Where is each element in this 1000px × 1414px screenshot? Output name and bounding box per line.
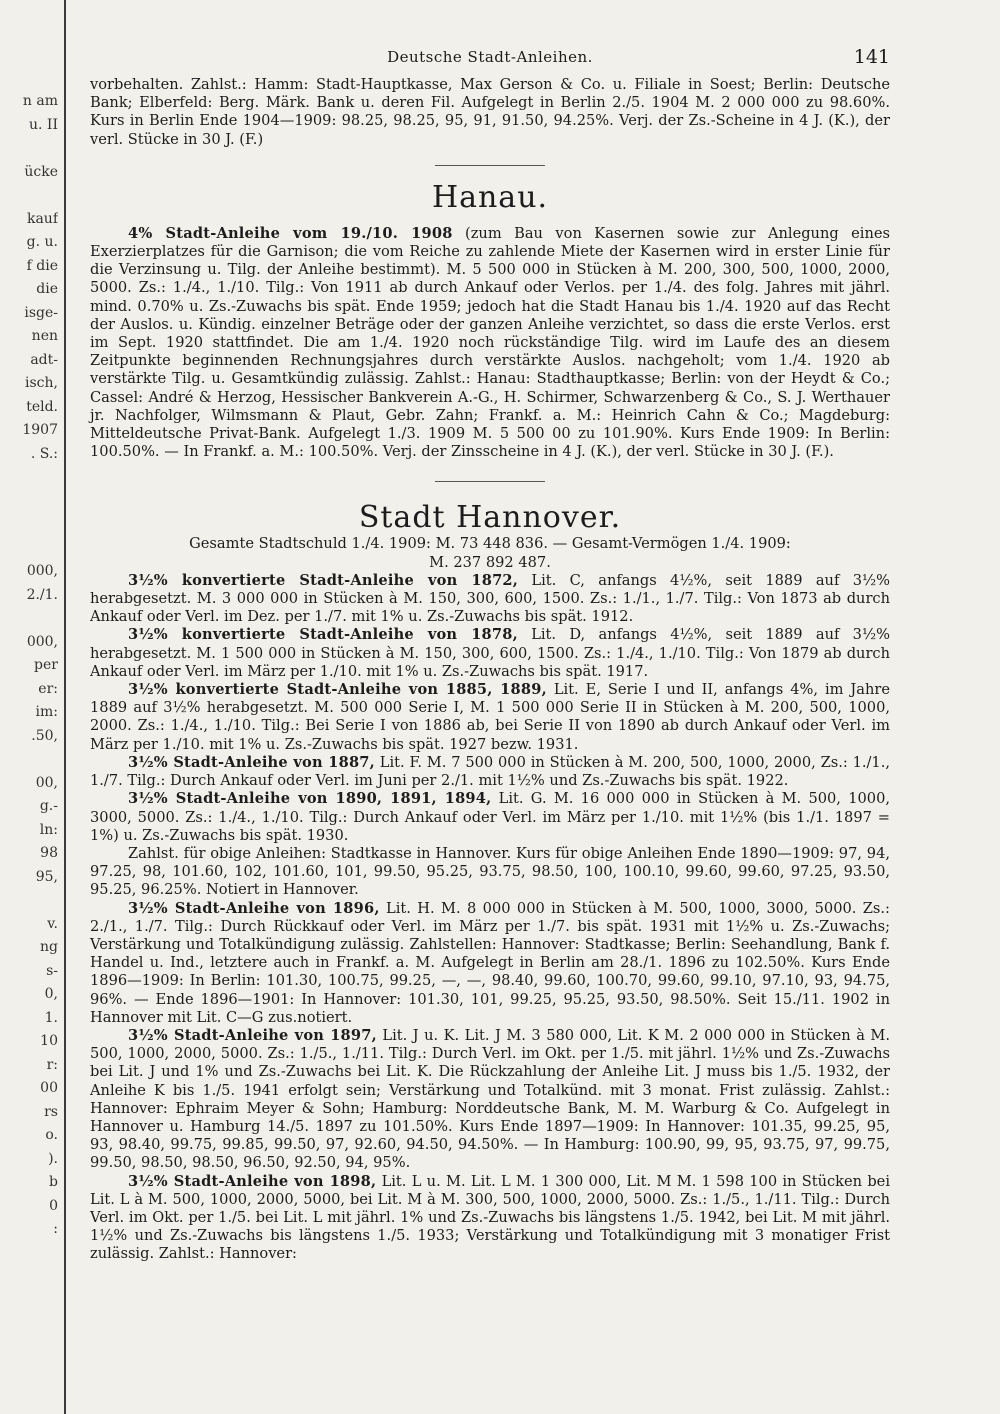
loan-paragraph [90, 790, 890, 845]
hanau-loan-paragraph [90, 225, 890, 462]
intro-paragraph: vorbehalten. Zahlst.: Hamm: Stadt-Hauptkasse, Max Gerson & Co. u. Filiale in Soest; Berlin: Deutsche Bank; Elberfeld: Berg. Märk. Bank u. deren Fil. Aufgelegt in Berlin 2./5. 1904 M. 2 000 000 zu 98.60%. Kurs in Berlin Ende 1904—1909: 98.25, 98.25, 95, 91, 91.50, 94.25%. Verj. der Zs.-Scheine in 4 J. (K.), der verl. Stücke in 30 J. (F.) [90, 76, 890, 148]
margin-fragment: adt- [30, 351, 58, 368]
margin-fragment: 00, [35, 774, 58, 791]
page-content [90, 40, 890, 1264]
hanau-loan-text: (zum Bau von Kasernen sowie zur Anlegung eines Exerzierplatzes für die Garnison; die vom Reiche zu zahlende Miete der Kasernen wird in erster Linie für die Verzinsung u. Tilg. der Anleihe bestimmt). M. 5 500 000 in Stücken à M. 200, 300, 500, 1000, 2000, 5000. Zs.: 1./4., 1./10. Tilg.: Von 1911 ab durch Ankauf oder Verlos. per 1./4. des folg. Jahres mit jährl. mind. 0.70% u. Zs.-Zuwachs bis spät. Ende 1959; jedoch hat die Stadt Hanau bis 1./4. 1920 auf das Recht der Auslos. u. Kündig. einzelner Beträge oder der ganzen Anleihe verzichtet, so dass die erste Verlos. erst im Sept. 1920 stattfindet. Die am 1./4. 1920 noch rückständige Tilg. wird im Laufe des an diesem Zeitpunkte beginnenden Rechnungsjahres durch verstärkte Auslos. nachgeholt; vom 1./4. 1920 ab verstärkte Tilg. u. Gesamtkündig zulässig. Zahlst.: Hanau: Stadthauptkasse; Berlin: von der Heydt & Co.; Cassel: André & Herzog, Hessischer Bankverein A.-G., H. Schirmer, Schwarzenberg & Co., S. J. Werthauer jr. Nachfolger, Wilmsmann & Plaut, Gebr. Zahn; Frankf. a. M.: Heinrich Cahn & Co.; Magdeburg: Mitteldeutsche Privat-Bank. Aufgelegt 1./3. 1909 M. 5 500 00 zu 101.90%. Kurs Ende 1909: In Berlin: 100.50%. — In Frankf. a. M.: 100.50%. Verj. der Zinsscheine in 4 J. (K.), der verl. Stücke in 30 J. (F.). [90, 224, 890, 461]
loan-paragraph [90, 1173, 890, 1264]
margin-fragment [0, 184, 58, 208]
section-title-hannover: Stadt Hannover. [358, 500, 622, 536]
margin-fragment: v. [47, 915, 58, 932]
margin-fragment: 000, [26, 633, 58, 650]
loan-text: Lit. H. M. 8 000 000 in Stücken à M. 500, 1000, 3000, 5000. Zs.: 2./1., 1./7. Tilg.: Durch Rückkauf oder Verl. im März per 1./7. bis spät. 1931 mit 1½% u. Zs.-Zuwachs; Verstärkung und Totalkündigung zulässig. Zahlstellen: Hannover: Stadtkasse; Berlin: Seehandlung, Bank f. Handel u. Ind., letztere auch in Frankf. a. M. Aufgelegt in Berlin am 28./1. 1896 zu 102.50%. Kurs Ende 1896—1909: In Berlin: 101.30, 100.75, 99.25, —, —, 98.40, 99.60, 100.70, 99.60, 99.10, 97.10, 93, 94.75, 96%. — Ende 1896—1901: In Hannover: 101.30, 101, 99.25, 95.25, 93.50, 98.50%. Seit 15./11. 1902 in Hannover mit Lit. C—G zus.notiert. [90, 899, 890, 1026]
loan-title: 3½% Stadt-Anleihe von 1898, [128, 1172, 377, 1190]
loan-text: Lit. E, Serie I und II, anfangs 4%, im Jahre 1889 auf 3½% herabgesetzt. M. 500 000 Serie I, M. 1 500 000 Serie II in Stücken à M. 200, 500, 1000, 2000. Zs.: 1./4., 1./10. Tilg.: Bei Serie I von 1886 ab, bei Serie II von 1890 ab durch Ankauf oder Verl. im März per 1./10. mit 1% u. Zs.-Zuwachs bis spät. 1927 bezw. 1931. [90, 681, 890, 753]
margin-fragment: die [36, 281, 58, 297]
margin-fragment: im: [35, 704, 58, 720]
loan-title: 3½% Stadt-Anleihe von 1897, [128, 1026, 377, 1044]
margin-fragment: 1. [44, 1009, 58, 1026]
margin-fragment [0, 537, 58, 561]
margin-fragment: 1907 [22, 422, 58, 438]
margin-fragment: n am [22, 93, 58, 109]
margin-fragment: 000, [26, 563, 58, 579]
previous-page-margin [0, 90, 58, 1265]
loan-text: Lit. F. M. 7 500 000 in Stücken à M. 200, 500, 1000, 2000, Zs.: 1./1., 1./7. Tilg.: Durch Ankauf oder Verl. im Juni per 2./1. mit 1½% und Zs.-Zuwachs bis spät. 1922. [90, 753, 890, 790]
loan-title: 3½% Stadt-Anleihe von 1887, [128, 753, 375, 771]
running-head [90, 40, 890, 76]
margin-fragment: ln: [39, 821, 58, 838]
loan-title: 3½% konvertierte Stadt-Anleihe von 1885, 1889, [128, 681, 547, 699]
margin-fragment: 95, [35, 868, 58, 885]
margin-fragment: s- [46, 962, 58, 979]
margin-fragment: g. u. [26, 234, 58, 250]
margin-fragment: b [49, 1174, 58, 1190]
margin-fragment: . S.: [30, 445, 58, 462]
section-divider [435, 165, 545, 166]
margin-fragment: kauf [26, 210, 58, 227]
margin-fragment: u. II [29, 116, 58, 133]
margin-fragment: o. [45, 1127, 58, 1143]
margin-fragment: per [34, 657, 58, 673]
margin-fragment [0, 513, 58, 537]
margin-fragment: 10 [40, 1033, 58, 1049]
page-number: 141 [853, 46, 890, 68]
margin-fragment: rs [44, 1103, 58, 1120]
margin-fragment: r: [46, 1056, 58, 1073]
margin-fragment [0, 748, 58, 772]
margin-fragment: 0 [49, 1197, 58, 1214]
margin-fragment: 2./1. [26, 586, 58, 603]
loan-title: 3½% konvertierte Stadt-Anleihe von 1878, [128, 626, 518, 644]
margin-fragment [0, 490, 58, 514]
margin-fragment: 98 [40, 845, 58, 861]
margin-fragment: .50, [31, 727, 58, 744]
margin-fragment: isge- [24, 304, 58, 321]
hannover-loans-group-2 [90, 900, 890, 1264]
margin-fragment [0, 1242, 58, 1266]
loan-paragraph [90, 900, 890, 1027]
margin-fragment: : [53, 1221, 58, 1237]
margin-fragment: 0, [44, 986, 58, 1002]
margin-fragment [0, 607, 58, 631]
hannover-debt-line: Gesamte Stadtschuld 1./4. 1909: M. 73 448 836. — Gesamt-Vermögen 1./4. 1909: [189, 535, 791, 553]
loan-title: 3½% Stadt-Anleihe von 1896, [128, 899, 380, 917]
binding-edge-line [64, 0, 66, 1414]
loan-title: 3½% konvertierte Stadt-Anleihe von 1872, [128, 571, 519, 589]
loan-paragraph [90, 681, 890, 754]
margin-fragment: f die [26, 257, 58, 274]
loan-paragraph [90, 572, 890, 627]
margin-fragment [0, 466, 58, 490]
margin-fragment [0, 889, 58, 913]
hanau-loan-title: 4% Stadt-Anleihe vom 19./10. 1908 [128, 224, 453, 242]
margin-fragment: er: [38, 680, 58, 697]
loan-text: Lit. D, anfangs 4½%, seit 1889 auf 3½% herabgesetzt. M. 1 500 000 in Stücken à M. 150, 300, 600, 1500. Zs.: 1./4., 1./10. Tilg.: Von 1879 ab durch Ankauf oder Verl. im März per 1./10. mit 1% u. Zs.-Zuwachs bis spät. 1917. [90, 626, 890, 680]
loan-text: Lit. C, anfangs 4½%, seit 1889 auf 3½% herabgesetzt. M. 3 000 000 in Stücken à M. 150, 300, 600, 1500. Zs.: 1./1., 1./7. Tilg.: Von 1873 ab durch Ankauf oder Verl. im Dez. per 1./7. mit 1% u. Zs.-Zuwachs bis spät. 1912. [90, 571, 890, 626]
margin-fragment: teld. [26, 398, 58, 415]
loan-paragraph [90, 754, 890, 790]
hannover-loans-group-1 [90, 572, 890, 845]
margin-fragment: nen [31, 328, 58, 344]
margin-fragment [0, 137, 58, 161]
hannover-kurs-note: Zahlst. für obige Anleihen: Stadtkasse in Hannover. Kurs für obige Anleihen Ende 1890—1909: 97, 94, 97.25, 98, 101.60, 102, 101.60, 101, 99.50, 95.25, 93.75, 98.50, 100, 100.10, 99.60, 99.60, 97.25, 93.50, 95.25, 96.25%. Notiert in Hannover. [90, 844, 890, 899]
margin-fragment: g.- [39, 798, 58, 814]
margin-fragment: isch, [25, 375, 58, 391]
margin-fragment: ). [48, 1150, 58, 1167]
hannover-assets-line: M. 237 892 487. [429, 553, 551, 571]
loan-text: Lit. J u. K. Lit. J M. 3 580 000, Lit. K M. 2 000 000 in Stücken à M. 500, 1000, 2000, 5000. Zs.: 1./5., 1./11. Tilg.: Durch Verl. im Okt. per 1./5. mit jährl. 1½% und Zs.-Zuwachs bei Lit. J und 1% und Zs.-Zuwachs bei Lit. K. Die Rückzahlung der Anleihe Lit. J muss bis 1./5. 1932, der Anleihe K bis 1./5. 1941 erfolgt sein; Verstärkung und Totalkünd. mit 3 monat. Frist zulässig. Zahlst.: Hannover: Ephraim Meyer & Sohn; Hamburg: Norddeutsche Bank, M. M. Warburg & Co. Aufgelegt in Hannover u. Hamburg 14./5. 1897 zu 101.50%. Kurs Ende 1897—1909: In Hannover: 101.35, 99.25, 95, 93, 98.40, 99.75, 99.85, 99.50, 97, 92.60, 94.50, 94.50%. — In Hamburg: 100.90, 99, 95, 93.75, 97, 99.75, 99.50, 98.50, 98.50, 96.50, 92.50, 94, 95%. [90, 1026, 890, 1172]
margin-fragment: ng [40, 939, 58, 955]
section-divider [435, 481, 545, 482]
loan-text: Lit. L u. M. Lit. L M. 1 300 000, Lit. M M. 1 598 100 in Stücken bei Lit. L à M. 500, 1000, 2000, 5000, bei Lit. M à M. 300, 500, 1000, 2000, 5000. Zs.: 1./5., 1./11. Tilg.: Durch Verl. im Okt. per 1./5. bei Lit. L mit jährl. 1% und Zs.-Zuwachs bis längstens 1./5. 1942, bei Lit. M mit jährl. 1½% und Zs.-Zuwachs bis längstens 1./5. 1933; Verstärkung und Totalkündigung mit 3 monatiger Frist zulässig. Zahlst.: Hannover: [90, 1172, 890, 1263]
loan-text: Lit. G. M. 16 000 000 in Stücken à M. 500, 1000, 3000, 5000. Zs.: 1./4., 1./10. Tilg.: Durch Ankauf oder Verl. im März per 1./10. mit 1½% (bis 1./1. 1897 = 1%) u. Zs.-Zuwachs bis spät. 1930. [90, 790, 890, 844]
margin-fragment: 00 [40, 1080, 58, 1096]
loan-paragraph [90, 1027, 890, 1173]
section-title-hanau: Hanau. [431, 179, 549, 215]
margin-fragment: ücke [24, 163, 58, 180]
running-title: Deutsche Stadt-Anleihen. [387, 48, 593, 66]
loan-paragraph [90, 626, 890, 681]
loan-title: 3½% Stadt-Anleihe von 1890, 1891, 1894, [128, 790, 492, 808]
